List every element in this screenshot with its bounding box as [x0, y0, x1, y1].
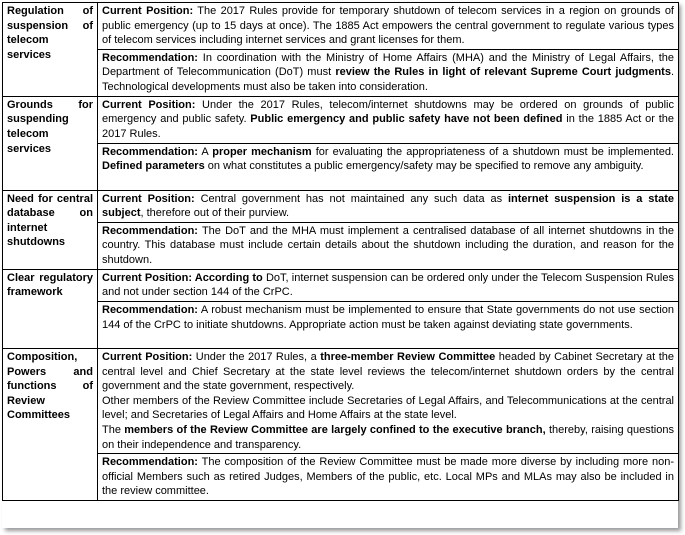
- row-heading: Composition, Powers and functions of Review Committees: [3, 348, 98, 500]
- paragraph: [102, 350, 674, 394]
- body-text: In coordination with the Ministry of Home Affairs (MHA) and the Ministry of Legal Affairs, the Department of Telecommunication (DoT) must: [102, 51, 674, 79]
- recommendation-cell: [98, 49, 679, 96]
- table-row: [3, 222, 679, 269]
- row-heading: Regulation of suspension of telecom services: [3, 3, 98, 97]
- body-text: in the 1885 Act or the 2017 Rules.: [102, 113, 674, 140]
- row-heading: Clear regulatory framework: [3, 269, 98, 348]
- body-text: Under the 2017 Rules, a: [192, 350, 321, 363]
- body-text: Under the 2017 Rules, telecom/internet shutdowns may be ordered on grounds of public emergency and public safety.: [102, 98, 674, 126]
- table-row: [3, 348, 679, 453]
- body-text: The 2017 Rules provide for temporary shutdown of telecom services in a region on grounds of public emergency (up to 15 days at once). The 1885 Act empowers the central government to regulate various types of telecom services including internet services and grant licenses for them.: [102, 5, 674, 47]
- current-position-cell: [98, 96, 679, 143]
- current-position-cell: [98, 3, 679, 50]
- body-text: . Technological developments must also be taken into consideration.: [102, 66, 675, 93]
- table-row: [3, 49, 679, 96]
- table-row: [3, 454, 679, 501]
- bold-text: Defined parameters: [102, 160, 205, 173]
- recommendation-cell: [98, 454, 679, 501]
- table-row: [3, 143, 679, 190]
- body-text: on what constitutes a public emergency/safety may be specified to remove any ambiguity.: [204, 160, 644, 173]
- table-row: [3, 3, 679, 50]
- recommendation-cell: [98, 222, 679, 269]
- current-position-cell: [98, 348, 679, 453]
- body-text: thereby, raising questions on their independence and transparency.: [102, 423, 674, 451]
- recommendation-label: Recommendation:: [102, 145, 198, 158]
- current-position-label: Current Position: According to: [102, 271, 263, 284]
- body-text: , therefore out of their purview.: [140, 207, 290, 220]
- recommendation-label: Recommendation:: [102, 456, 198, 469]
- body-text: A: [197, 145, 213, 158]
- recommendation-cell: [98, 143, 679, 190]
- body-text: The composition of the Review Committee must be made more diverse by including more non-official Members such as retired Judges, Members of the public, etc. Local MPs and MLAs may also be included in the review committee.: [102, 456, 674, 498]
- current-position-cell: [98, 269, 679, 301]
- body-text: The: [102, 423, 125, 436]
- bold-text: internet suspension is a state subject: [102, 192, 674, 220]
- recommendation-label: Recommendation:: [102, 224, 198, 237]
- recommendation-label: Recommendation:: [102, 51, 198, 64]
- recommendation-label: Recommendation:: [102, 303, 198, 316]
- current-position-label: Current Position:: [102, 350, 193, 363]
- paragraph: [102, 423, 674, 452]
- current-position-label: Current Position:: [102, 98, 196, 111]
- bold-text: members of the Review Committee are largely confined to the executive branch,: [124, 423, 546, 436]
- row-heading: Need for central database on internet shutdowns: [3, 190, 98, 269]
- bold-text: three-member Review Committee: [320, 350, 496, 363]
- bold-text: review the Rules in light of relevant Supreme Court judgments: [335, 66, 671, 79]
- current-position-label: Current Position:: [102, 192, 195, 205]
- body-text: Central government has not maintained any such data as: [194, 192, 508, 205]
- paragraph: Other members of the Review Committee include Secretaries of Legal Affairs, and Telecommunications at the central level; and Secretaries of Legal Affairs and Home Affairs at the state level.: [102, 394, 674, 422]
- bold-text: proper mechanism: [212, 145, 312, 158]
- table-row: [3, 301, 679, 348]
- body-text: for evaluating the appropriateness of a shutdown must be implemented.: [311, 145, 674, 158]
- table-row: [3, 269, 679, 301]
- row-heading: Grounds for suspending telecom services: [3, 96, 98, 190]
- table-row: [3, 190, 679, 222]
- current-position-cell: [98, 190, 679, 222]
- current-position-label: Current Position:: [102, 5, 194, 17]
- document-frame: [2, 2, 678, 528]
- bold-text: Public emergency and public safety have not been defined: [250, 113, 563, 126]
- body-text: A robust mechanism must be implemented to ensure that State governments do not use section 144 of the CrPC to initiate shutdowns. Appropriate action must be taken against deviating state governments.: [102, 303, 674, 331]
- recommendations-table: [2, 2, 679, 501]
- body-text: headed by Cabinet Secretary at the central level and Chief Secretary at the state level reviews the telecom/internet shutdown orders by the central government and the state government, respectively.: [102, 350, 674, 393]
- body-text: The DoT and the MHA must implement a centralised database of all internet shutdowns in the country. This database must include certain details about the shutdown including the duration, and reason for the shutdown.: [102, 224, 674, 266]
- recommendation-cell: [98, 301, 679, 348]
- body-text: DoT, internet suspension can be ordered only under the Telecom Suspension Rules and not under section 144 of the CrPC.: [102, 271, 674, 299]
- table-row: [3, 96, 679, 143]
